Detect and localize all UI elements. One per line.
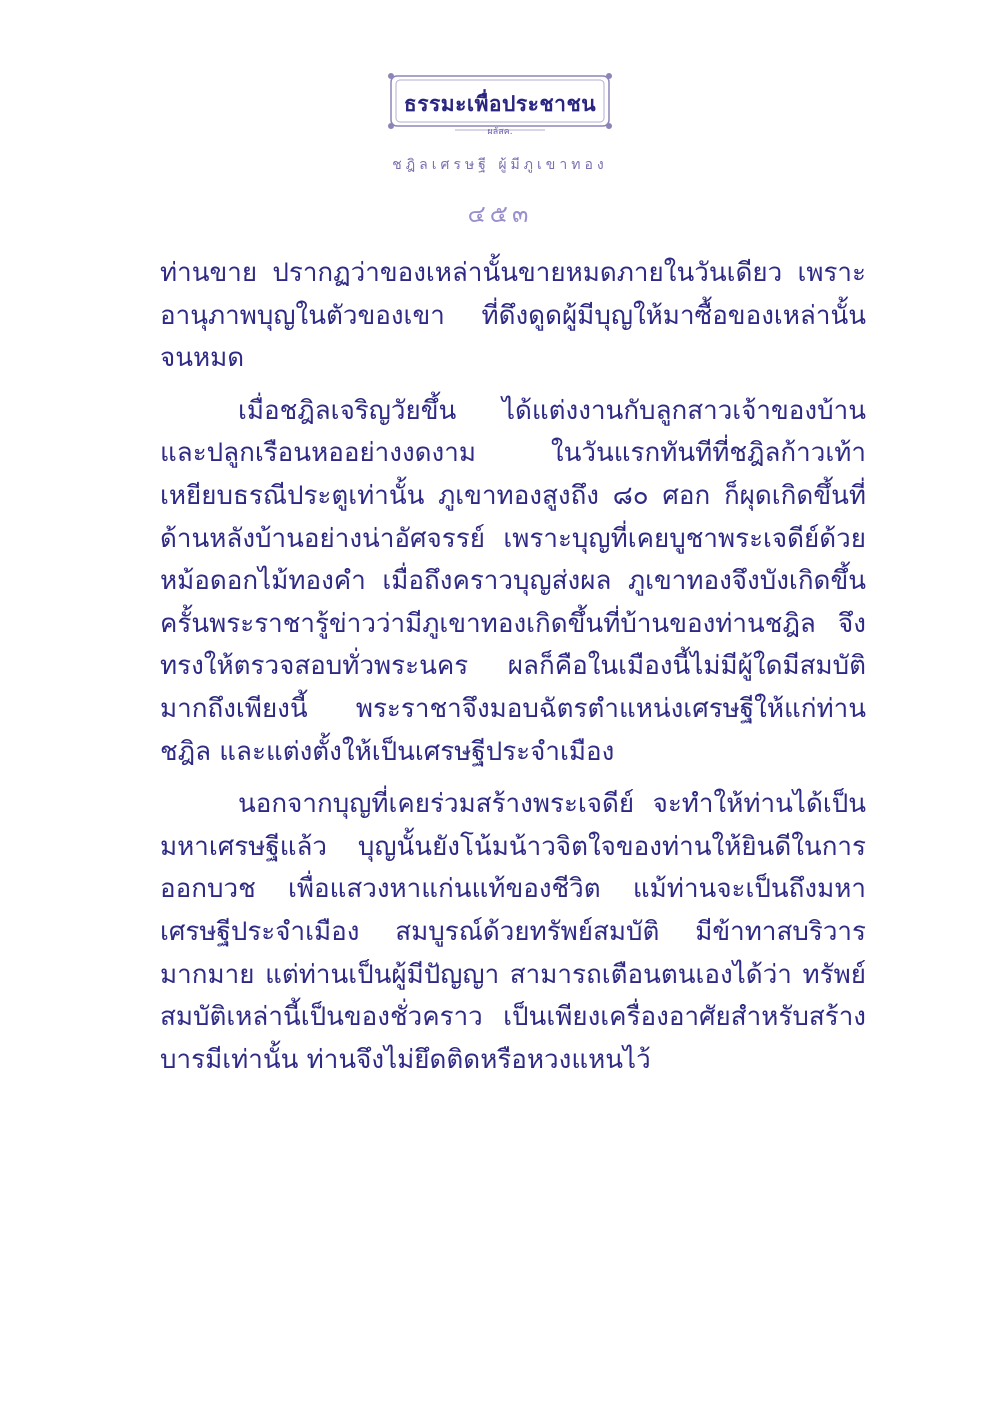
paragraph-1: ท่านขาย ปรากฏว่าของเหล่านั้นขายหมดภายในวันเดียว เพราะอานุภาพบุญในตัวของเขา ที่ดึงดูดผู้มีบุญให้มาซื้อของเหล่านั้นจนหมด — [160, 258, 866, 374]
chapter-subtitle: ชฎิลเศรษฐี ผู้มีภูเขาทอง — [392, 157, 608, 173]
page-number: ๔๕๓ — [467, 200, 533, 228]
page-header — [0, 72, 1000, 233]
paragraph-2: เมื่อชฎิลเจริญวัยขึ้น ได้แต่งงานกับลูกสาวเจ้าของบ้านและปลูกเรือนหออย่างงดงาม ในวันแรกทันทีที่ชฎิลก้าวเท้าเหยียบธรณีประตูเท่านั้น ภูเขาทองสูงถึง ๘๐ ศอก ก็ผุดเกิดขึ้นที่ด้านหลังบ้านอย่างน่าอัศจรรย์ เพราะบุญที่เคยบูชาพระเจดีย์ด้วยหม้อดอกไม้ทองคำ เมื่อถึงคราวบุญส่งผล ภูเขาทองจึงบังเกิดขึ้น ครั้นพระราชารู้ข่าวว่ามีภูเขาทองเกิดขึ้นที่บ้านของท่านชฎิล จึงทรงให้ตรวจสอบทั่วพระนคร ผลก็คือในเมืองนี้ไม่มีผู้ใดมีสมบัติมากถึงเพียงนี้ พระราชาจึงมอบฉัตรตำแหน่งเศรษฐีให้แก่ท่านชฎิล และแต่งตั้งให้เป็นเศรษฐีประจำเมือง — [160, 395, 866, 767]
paragraph-3: นอกจากบุญที่เคยร่วมสร้างพระเจดีย์ จะทำให้ท่านได้เป็นมหาเศรษฐีแล้ว บุญนั้นยังโน้มน้าวจิตใจของท่านให้ยินดีในการออกบวช เพื่อแสวงหาแก่นแท้ของชีวิต แม้ท่านจะเป็นถึงมหาเศรษฐีประจำเมือง สมบูรณ์ด้วยทรัพย์สมบัติ มีข้าทาสบริวารมากมาย แต่ท่านเป็นผู้มีปัญญา สามารถเตือนตนเองได้ว่า ทรัพย์สมบัติเหล่านี้เป็นของชั่วคราว เป็นเพียงเครื่องอาศัยสำหรับสร้างบารมีเท่านั้น ท่านจึงไม่ยึดติดหรือหวงแหนไว้ — [160, 789, 866, 1075]
logo-text: ธรรมะเพื่อประชาชน — [403, 92, 597, 116]
logo-subtext: ผลัสค. — [487, 127, 513, 137]
body-text — [160, 252, 866, 1091]
book-logo — [385, 72, 615, 142]
